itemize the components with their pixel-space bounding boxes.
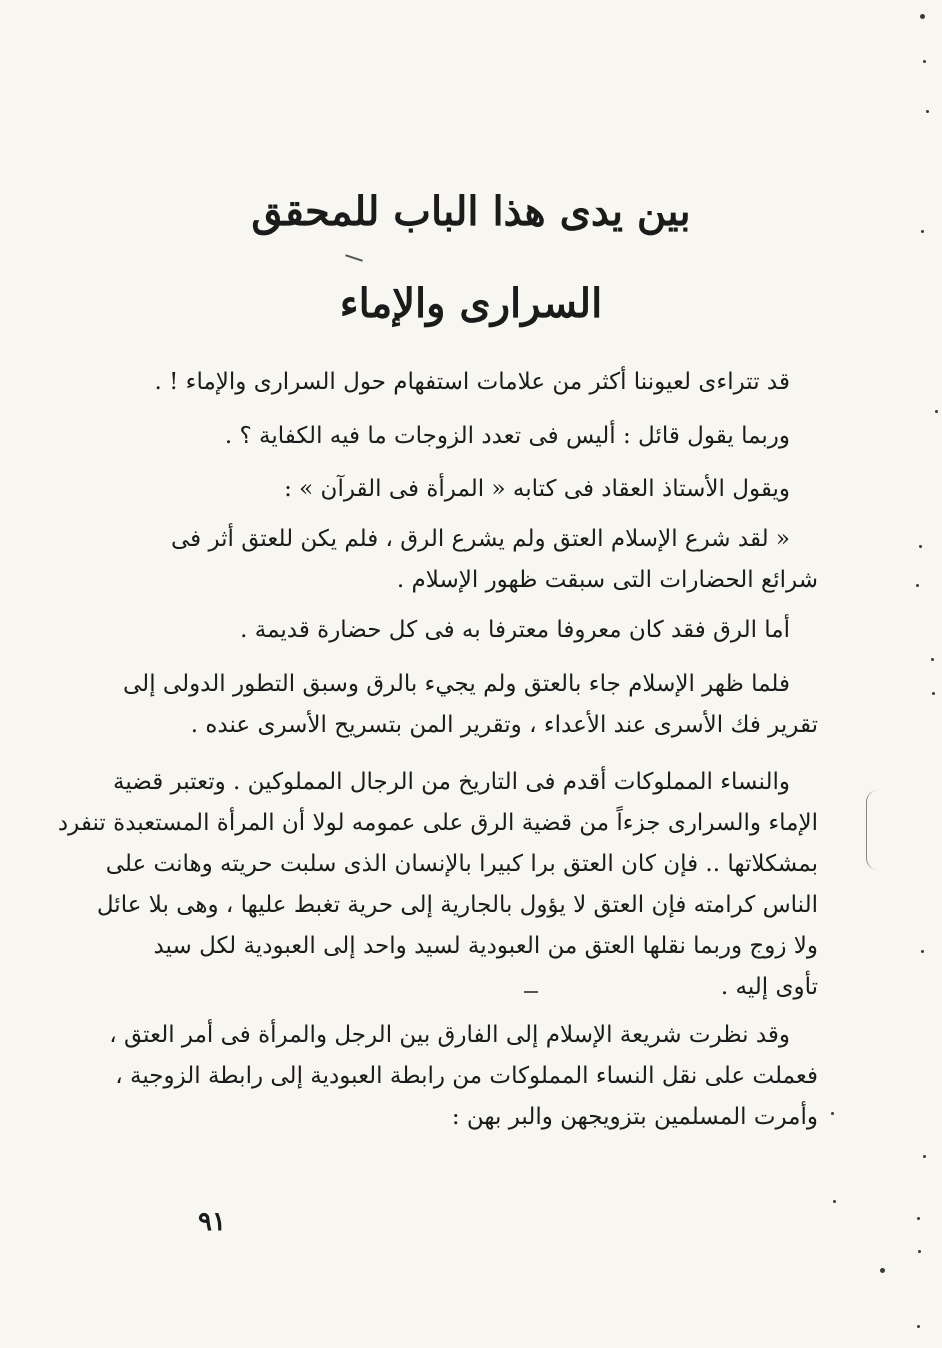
scan-speck	[917, 1217, 920, 1220]
margin-mark	[866, 790, 883, 870]
paragraph-8	[109, 1015, 818, 1138]
scan-speck	[931, 658, 934, 661]
scan-speck	[923, 1155, 926, 1158]
scan-speck	[916, 584, 919, 587]
section-title: بين يدى هذا الباب للمحقق	[251, 188, 691, 235]
scan-speck	[932, 692, 935, 695]
paragraph-6	[123, 664, 818, 746]
text-line: وربما يقول قائل : أليس فى تعدد الزوجات ما فيه الكفاية ؟ .	[224, 423, 790, 449]
text-line: أما الرق فقد كان معروفا معترفا به فى كل حضارة قديمة .	[240, 617, 790, 643]
scan-speck	[831, 1112, 834, 1115]
paragraph-1	[154, 362, 818, 403]
text-line: الإماء والسرارى جزءاً من قضية الرق على عمومه لولا أن المرأة المستعبدة تنفرد	[57, 810, 818, 836]
scan-speck	[833, 1200, 836, 1203]
section-subtitle: السرارى والإماء	[339, 280, 603, 327]
paragraph-7	[57, 762, 818, 1008]
text-line: ولا زوج وربما نقلها العتق من العبودية لسيد واحد إلى العبودية لكل سيد	[153, 933, 818, 959]
text-line: فعملت على نقل النساء المملوكات من رابطة العبودية إلى رابطة الزوجية ،	[115, 1063, 818, 1089]
text-line: تقرير فك الأسرى عند الأعداء ، وتقرير المن بتسريح الأسرى عنده .	[190, 712, 818, 738]
text-line: وأمرت المسلمين بتزويجهن والبر بهن :	[451, 1104, 818, 1130]
scan-mark	[345, 254, 363, 261]
scan-speck	[880, 1268, 885, 1273]
paragraph-4-quote	[158, 519, 818, 601]
text-line: قد تتراءى لعيوننا أكثر من علامات استفهام حول السرارى والإماء ! .	[154, 369, 790, 395]
scan-speck	[935, 410, 938, 413]
paragraph-3	[158, 469, 818, 510]
text-line: فلما ظهر الإسلام جاء بالعتق ولم يجيء بالرق وسبق التطور الدولى إلى	[123, 671, 790, 697]
paragraph-5	[158, 610, 818, 651]
scan-speck	[918, 1250, 921, 1253]
text-line: تأوى إليه .	[720, 974, 818, 1000]
text-line: بمشكلاتها .. فإن كان العتق برا كبيرا بالإنسان الذى سلبت حريته وهانت على	[105, 851, 818, 877]
paragraph-2	[158, 416, 818, 457]
scan-speck	[921, 230, 924, 233]
text-line: الناس كرامته فإن العتق لا يؤول بالجارية إلى حرية تغبط عليها ، وهى بلا عائل	[96, 892, 818, 918]
scan-speck	[923, 60, 926, 63]
scan-speck	[921, 950, 924, 953]
scan-speck	[919, 545, 922, 548]
text-line: والنساء المملوكات أقدم فى التاريخ من الرجال المملوكين . وتعتبر قضية	[113, 769, 790, 795]
scan-mark	[524, 991, 538, 993]
text-line: وقد نظرت شريعة الإسلام إلى الفارق بين الرجل والمرأة فى أمر العتق ،	[109, 1022, 790, 1048]
page-number: ٩١	[198, 1207, 226, 1237]
text-line: « لقد شرع الإسلام العتق ولم يشرع الرق ، فلم يكن للعتق أثر فى	[170, 526, 790, 552]
scan-speck	[920, 14, 925, 19]
scan-speck	[926, 110, 929, 113]
scan-speck	[917, 1325, 920, 1328]
text-line: شرائع الحضارات التى سبقت ظهور الإسلام .	[396, 567, 818, 593]
text-line: ويقول الأستاذ العقاد فى كتابه « المرأة فى القرآن » :	[284, 476, 790, 502]
